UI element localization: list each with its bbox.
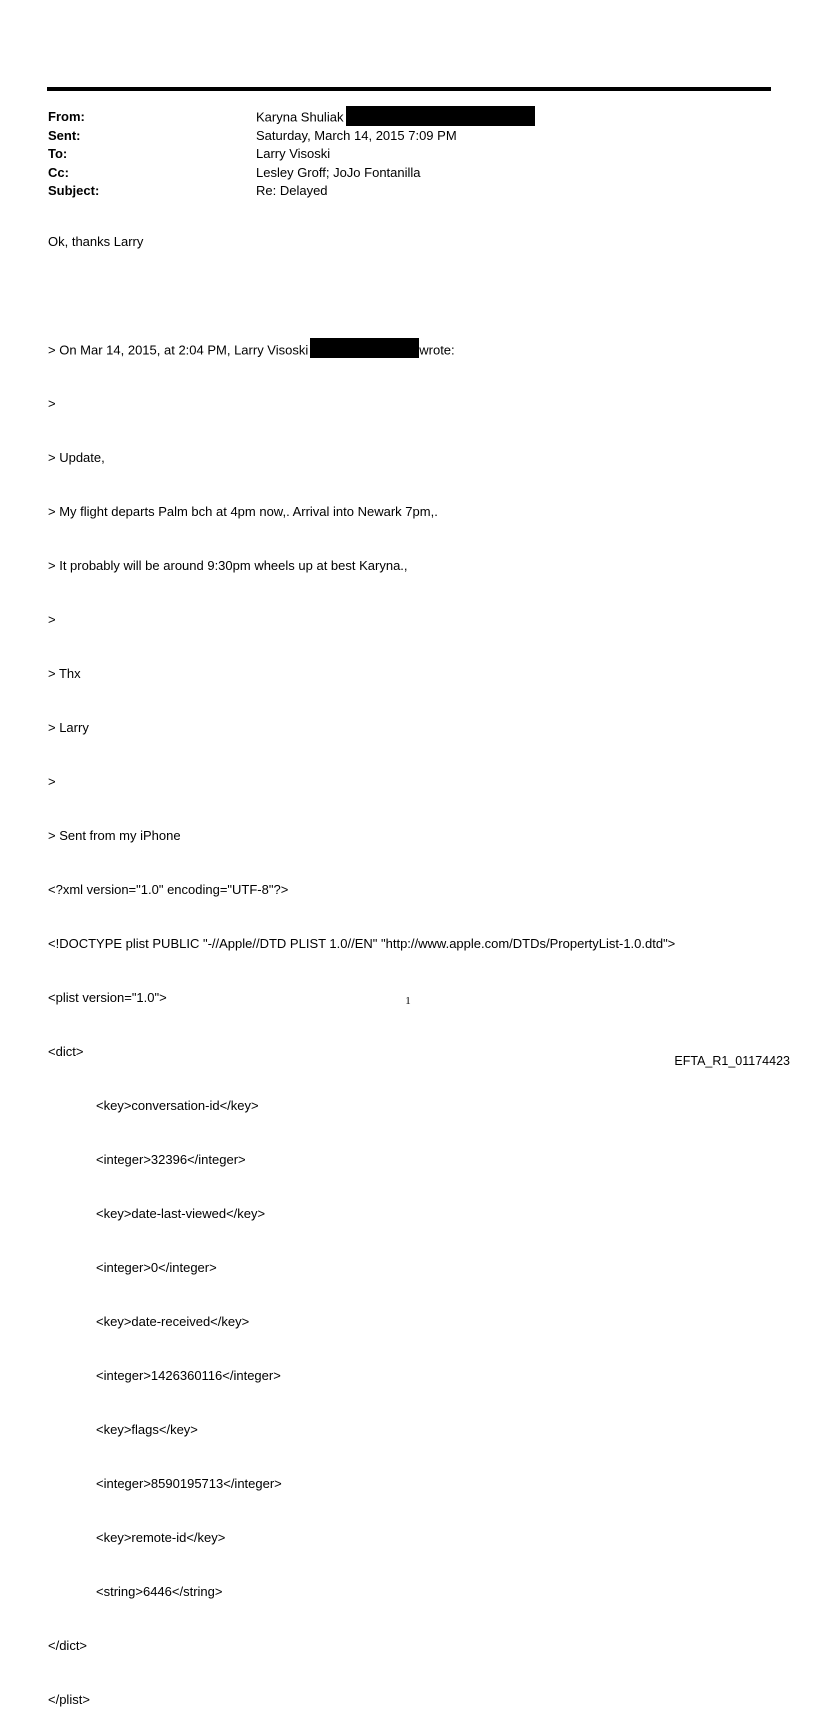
quote-line: > Larry xyxy=(48,720,89,735)
subject-label: Subject: xyxy=(48,183,100,199)
quote-line: > It probably will be around 9:30pm wheels up at best Karyna., xyxy=(48,558,408,573)
header-divider xyxy=(47,87,771,91)
dict-entry: <key>remote-id</key> xyxy=(96,1530,226,1545)
dict-entry: <key>conversation-id</key> xyxy=(96,1098,259,1113)
to-value: Larry Visoski xyxy=(256,146,331,162)
to-row xyxy=(48,145,768,164)
doctype-line: <!DOCTYPE plist PUBLIC "-//Apple//DTD PLIST 1.0//EN" "http://www.apple.com/DTDs/PropertyList-1.0.dtd"> xyxy=(48,936,676,951)
subject-row xyxy=(48,182,768,201)
quote-line: > xyxy=(48,612,56,627)
quoted-message xyxy=(48,305,675,1727)
cc-label: Cc: xyxy=(48,164,69,180)
subject-value: Re: Delayed xyxy=(256,183,328,199)
sent-row xyxy=(48,127,768,146)
dict-entry: <integer>1426360116</integer> xyxy=(96,1368,281,1383)
redaction-box xyxy=(346,106,535,126)
dict-entry: <integer>8590195713</integer> xyxy=(96,1476,282,1491)
email-header xyxy=(48,108,768,201)
quote-line: > My flight departs Palm bch at 4pm now,. Arrival into Newark 7pm,. xyxy=(48,504,438,519)
dict-open-tag: <dict> xyxy=(48,1044,84,1059)
cc-row xyxy=(48,164,768,183)
from-label: From: xyxy=(48,109,85,124)
bates-number: EFTA_R1_01174423 xyxy=(674,1054,790,1068)
xml-declaration: <?xml version="1.0" encoding="UTF-8"?> xyxy=(48,882,289,897)
dict-entry: <key>date-last-viewed</key> xyxy=(96,1206,266,1221)
dict-entry: <integer>32396</integer> xyxy=(96,1152,246,1167)
quote-line: > Update, xyxy=(48,450,105,465)
quote-line: > xyxy=(48,396,56,411)
to-label: To: xyxy=(48,146,68,162)
dict-entry: <integer>0</integer> xyxy=(96,1260,217,1275)
page-number: 1 xyxy=(405,995,411,1007)
quote-intro-line xyxy=(48,341,675,359)
cc-value: Lesley Groff; JoJo Fontanilla xyxy=(256,164,421,180)
dict-entry: <key>date-received</key> xyxy=(96,1314,250,1329)
sent-value: Saturday, March 14, 2015 7:09 PM xyxy=(256,127,457,143)
quote-line: > Sent from my iPhone xyxy=(48,828,181,843)
quote-line: > Thx xyxy=(48,666,81,681)
redaction-box xyxy=(310,338,419,358)
plist-open-tag: <plist version="1.0"> xyxy=(48,990,167,1005)
quote-intro-text: > On Mar 14, 2015, at 2:04 PM, Larry Visoski xyxy=(48,342,309,358)
sent-label: Sent: xyxy=(48,127,81,143)
from-value xyxy=(256,108,535,128)
quote-line: > xyxy=(48,774,56,789)
dict-entry: <key>flags</key> xyxy=(96,1422,198,1437)
quote-intro-wrote: wrote: xyxy=(419,342,455,358)
dict-entry: <string>6446</string> xyxy=(96,1584,223,1599)
from-row xyxy=(48,108,768,127)
plist-close-tag: </plist> xyxy=(48,1692,90,1707)
dict-close-tag: </dict> xyxy=(48,1638,88,1653)
from-name: Karyna Shuliak xyxy=(256,109,344,125)
message-greeting: Ok, thanks Larry xyxy=(48,234,144,249)
